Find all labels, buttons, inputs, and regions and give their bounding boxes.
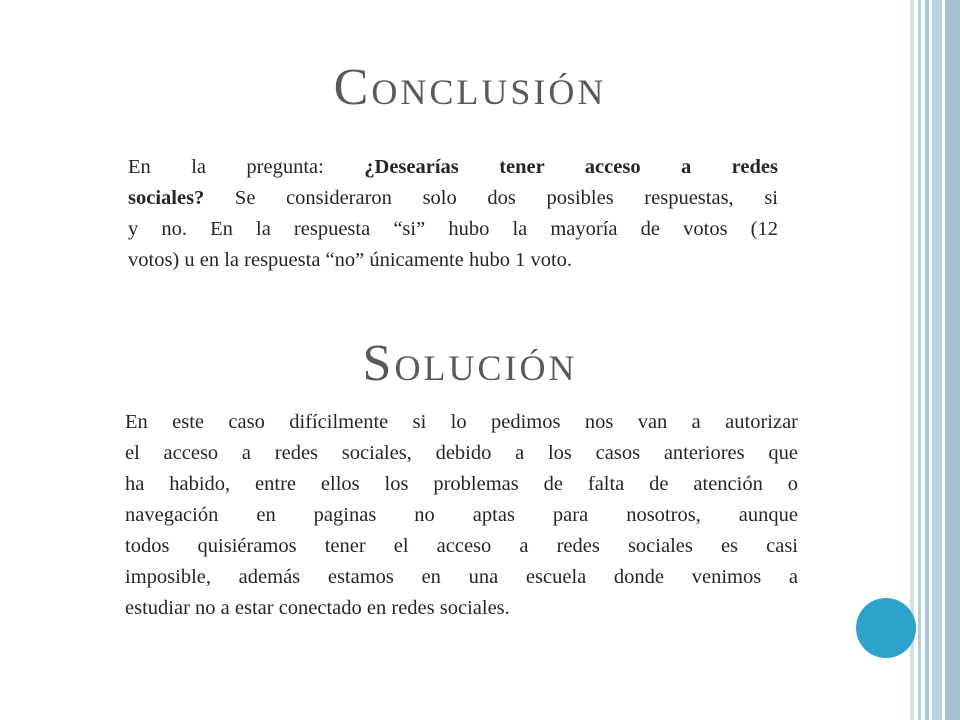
solution-line: En este caso difícilmente si lo pedimos nos van a autorizar: [125, 411, 798, 433]
solution-line: navegación en paginas no aptas para nosotros, aunque: [125, 504, 798, 526]
solution-line: ha habido, entre ellos los problemas de falta de atención o: [125, 473, 798, 495]
conclusion-title: Conclusión: [333, 59, 607, 116]
conclusion-line: [128, 183, 778, 214]
question-text: ¿Desearías tener acceso a redes: [364, 156, 778, 178]
solution-paragraph: [125, 407, 798, 624]
question-text: sociales?: [128, 187, 205, 209]
conclusion-paragraph: [128, 152, 778, 276]
solution-line: el acceso a redes sociales, debido a los casos anteriores que: [125, 442, 798, 464]
solution-line: todos quisiéramos tener el acceso a redes sociales es casi: [125, 535, 798, 557]
side-bar: [945, 0, 960, 720]
solution-line: estudiar no a estar conectado en redes sociales.: [125, 597, 510, 619]
conclusion-line-text: En la pregunta:: [128, 156, 365, 178]
decorative-circle: [856, 598, 916, 658]
solution-title: Solución: [362, 335, 578, 392]
solution-line: imposible, además estamos en una escuela donde venimos a: [125, 566, 798, 588]
conclusion-line-text: Se consideraron solo dos posibles respuestas, si: [204, 187, 778, 209]
conclusion-line: y no. En la respuesta “si” hubo la mayoría de votos (12: [128, 218, 778, 240]
conclusion-line: [128, 152, 778, 183]
conclusion-line: votos) u en la respuesta “no” únicamente hubo 1 voto.: [128, 249, 573, 271]
